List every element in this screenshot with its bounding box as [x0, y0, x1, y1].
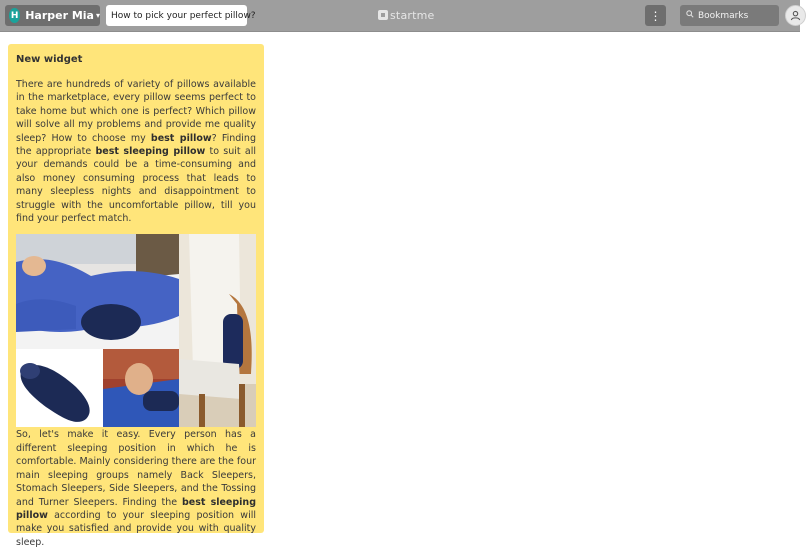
chair-lumbar-photo [179, 234, 256, 427]
avatar: H [9, 8, 20, 23]
page-title[interactable]: How to pick your perfect pillow? [106, 5, 247, 26]
half-moon-pillow-photo [16, 349, 103, 427]
bookmarks-search-button[interactable] [680, 5, 779, 26]
logo-mark-icon [378, 10, 388, 20]
more-vertical-icon: ⋮ [649, 8, 662, 23]
bold-best-pillow: best pillow [150, 132, 212, 144]
widget-panel [8, 44, 264, 548]
bed-pillow-photo [16, 234, 179, 349]
user-name: Harper Mia [25, 9, 94, 22]
startme-logo [378, 8, 435, 22]
search-icon [686, 10, 694, 21]
logo-text: startme [390, 8, 435, 22]
bookmarks-label: Bookmarks [698, 10, 749, 21]
bold-best-sleeping-pillow-2: best sleeping pillow [16, 496, 256, 521]
top-bar [0, 0, 800, 32]
chevron-down-icon: ▾ [95, 11, 100, 20]
more-options-button[interactable] [645, 5, 666, 26]
profile-button[interactable] [785, 5, 806, 26]
user-menu-button[interactable] [5, 5, 100, 26]
pillow-collage-image [16, 234, 256, 427]
widget-paragraph-1: There are hundreds of variety of pillows available in the marketplace, every pillow seems perfect to take home but which one is perfect? Which pillow will solve all my problems and provide me quality sleep? How to choose my best pillow? Finding the appropriate best sleeping pillow to suit all your demands could be a time-consuming and also money consuming process that leads to many sleepless nights and disappointment to struggle with the uncomfortable pillow, till you find your perfect match. [16, 79, 256, 225]
bold-best-sleeping-pillow: best sleeping pillow [95, 146, 206, 158]
widget-title: New widget [16, 54, 83, 65]
user-icon [790, 10, 801, 21]
man-sleeping-photo [103, 349, 179, 427]
widget-paragraph-2: So, let's make it easy. Every person has a different sleeping position in which he is comfortable. Mainly considering there are the four main sleeping groups namely Back Sleepers, Stomach Sleepers, Side Sleepers, and the Tossing and Turner Sleepers. Finding the best sleeping pillow according to your sleeping position will make you satisfied and provide you with quality sleep. [16, 429, 256, 548]
